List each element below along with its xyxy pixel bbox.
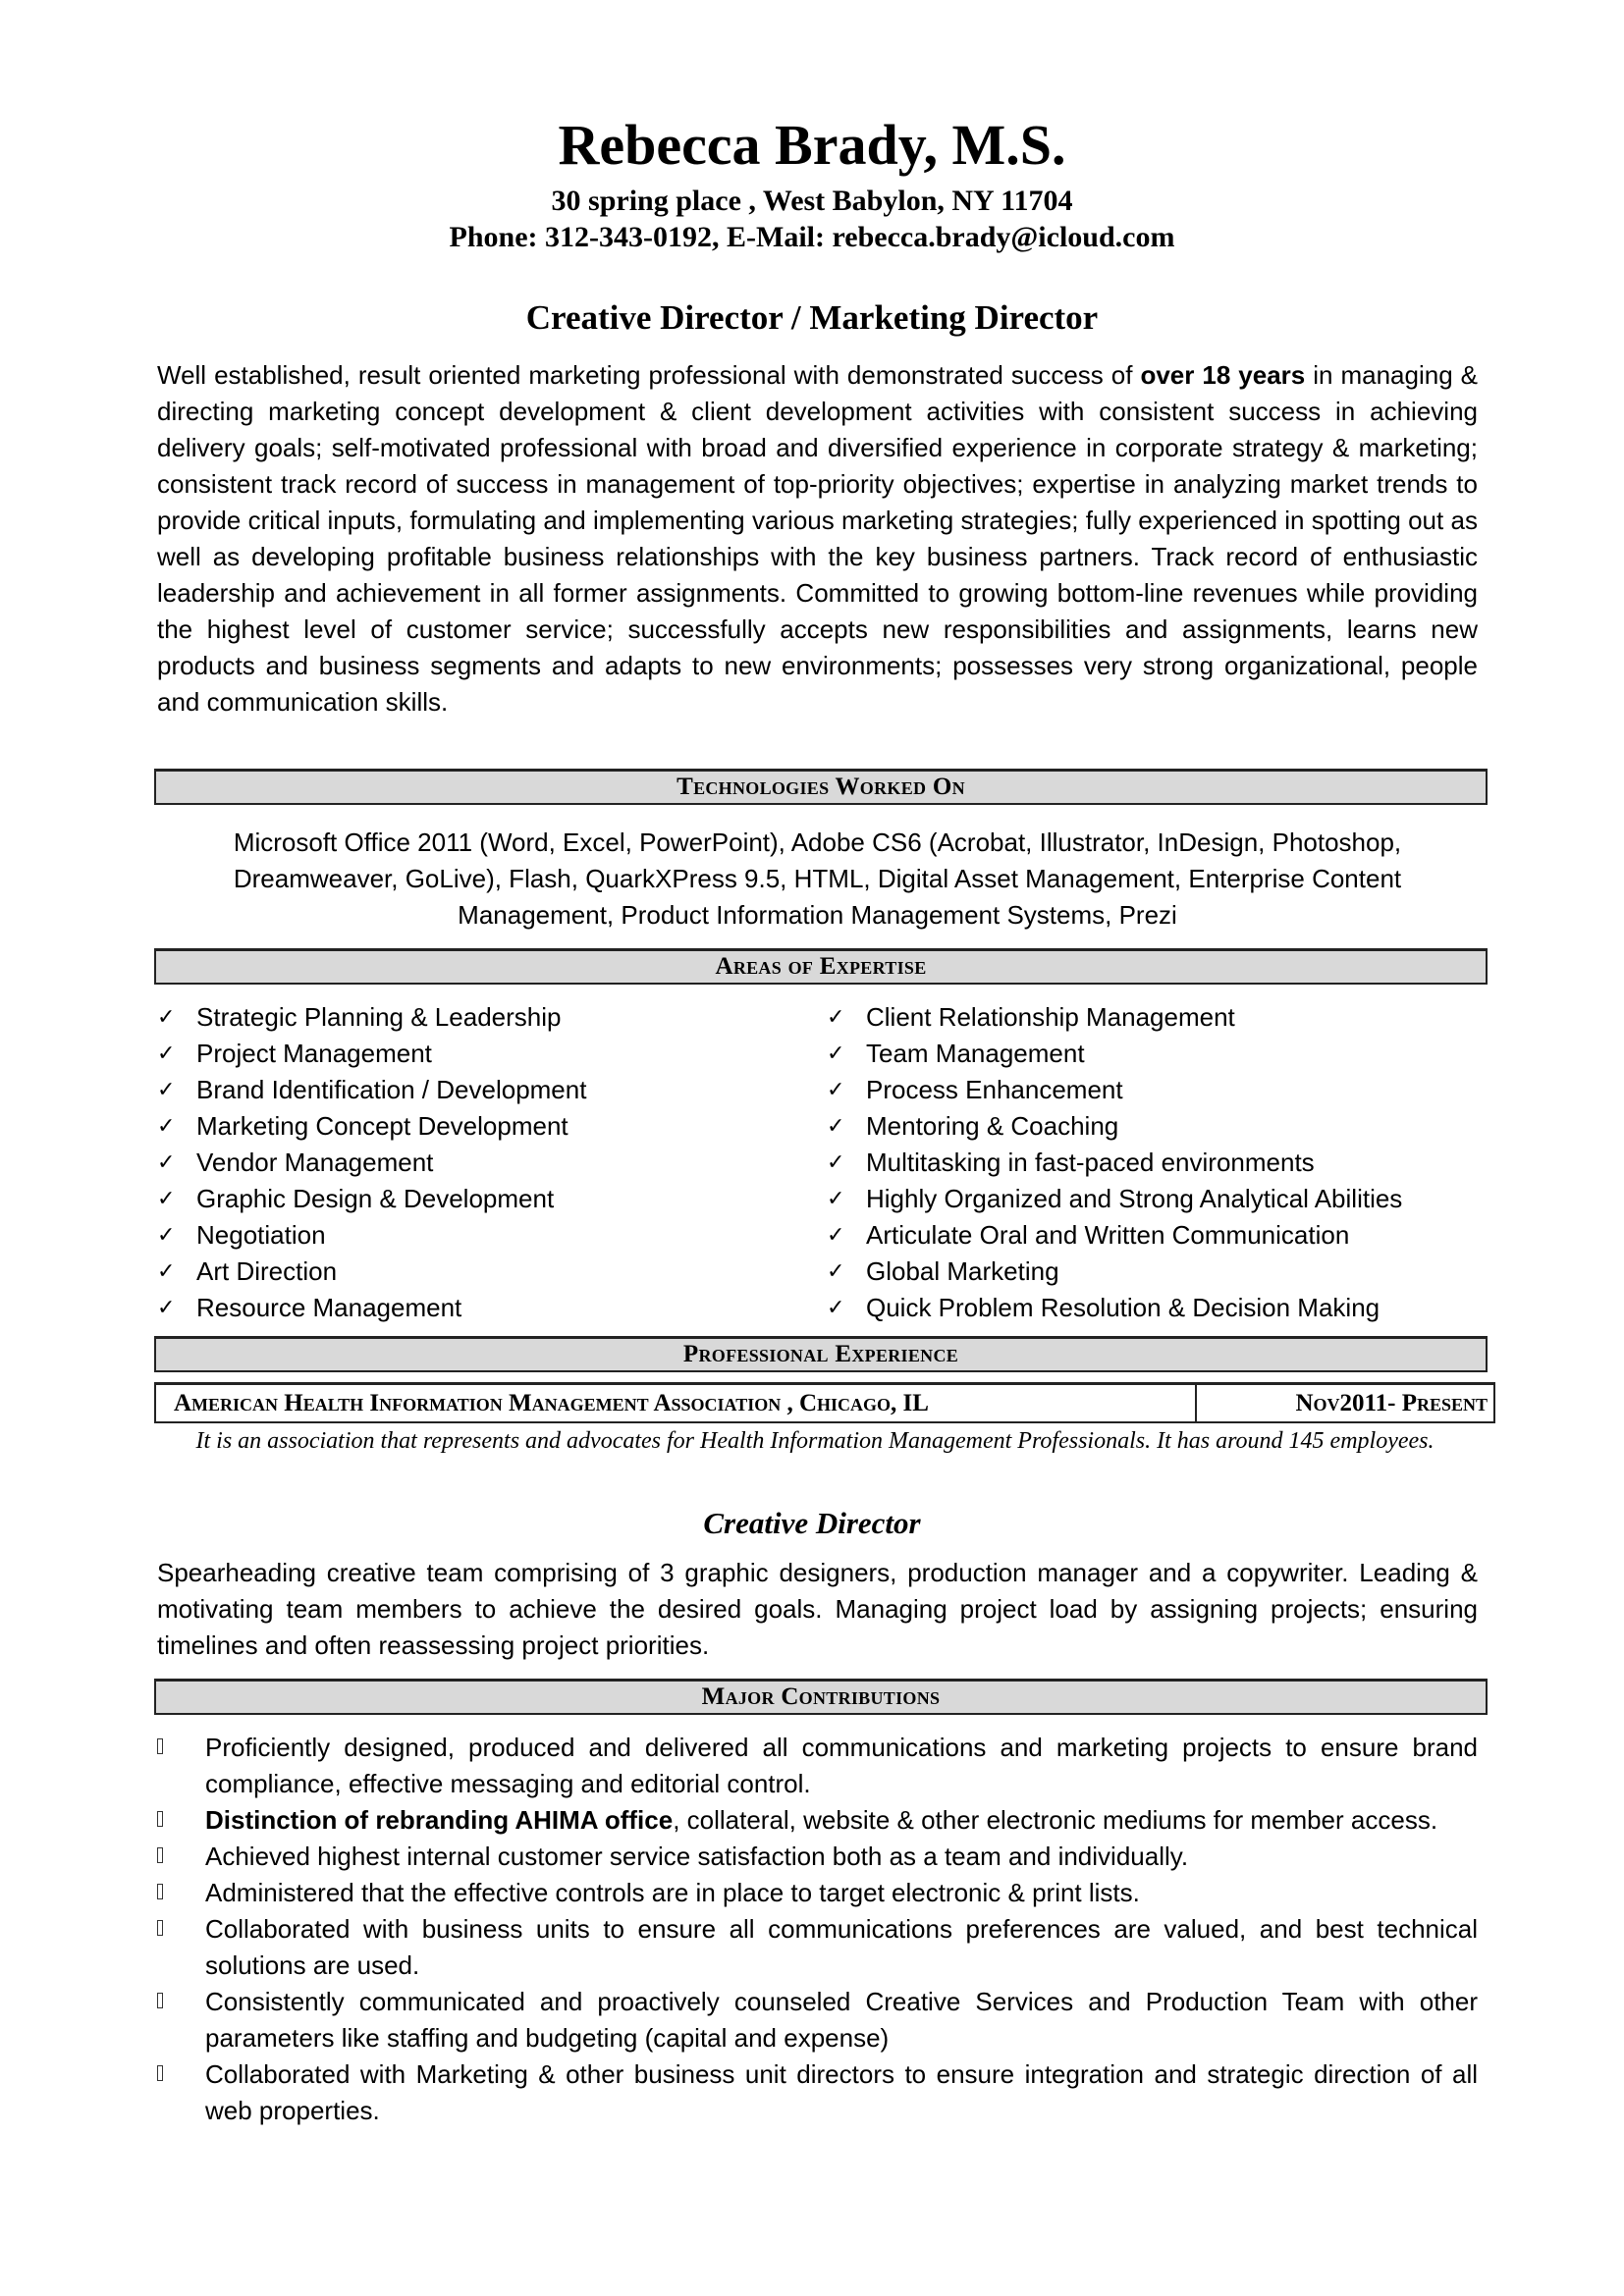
checkmark-icon: ✓ (157, 1041, 176, 1066)
checkmark-icon: ✓ (157, 1223, 176, 1248)
expertise-item: ✓ Art Direction (157, 1254, 586, 1290)
summary-text-end: in managing & directing marketing concept development & client development activities with consistent success in achieving delivery goals; self-motivated professional with broad and diversified experience in corporate strategy & marketing; consistent track record of success in management of top-priority objectives; expertise in analyzing market trends to provide critical inputs, formulating and implementing various marketing strategies; fully experienced in spotting out as well as developing profitable business relationships with the key business partners. Track record of enthusiastic leadership and achievement in all former assignments. Committed to growing bottom-line revenues while providing the highest level of customer service; successfully accepts new responsibilities and assignments, learns new products and business segments and adapts to new environments; possesses very strong organizational, people and communication skills. (157, 360, 1478, 717)
section-header-experience (154, 1336, 1488, 1372)
list-item: Proficiently designed, produced and delivered all communications and marketing projects to ensure brand compliance, effective messaging and editorial control. (157, 1730, 1478, 1802)
expertise-item: ✓ Vendor Management (157, 1145, 586, 1181)
list-item: Distinction of rebranding AHIMA office, collateral, website & other electronic mediums for member access. (157, 1802, 1478, 1839)
checkmark-icon: ✓ (157, 1005, 176, 1030)
bullet-icon (157, 1920, 163, 1936)
expertise-item: ✓ Negotiation (157, 1217, 586, 1254)
list-item: Achieved highest internal customer service satisfaction both as a team and individually. (157, 1839, 1478, 1875)
section-title: Technologies Worked On (677, 774, 965, 800)
checkmark-icon: ✓ (827, 1005, 845, 1030)
checkmark-icon: ✓ (827, 1296, 845, 1320)
expertise-column-right (827, 999, 1402, 1326)
expertise-item: ✓ Quick Problem Resolution & Decision Making (827, 1290, 1402, 1326)
section-header-technologies (154, 769, 1488, 805)
expertise-item: ✓ Project Management (157, 1036, 586, 1072)
job-title: Creative Director (703, 1506, 921, 1540)
expertise-item: ✓ Multitasking in fast-paced environments (827, 1145, 1402, 1181)
expertise-item: ✓ Marketing Concept Development (157, 1108, 586, 1145)
checkmark-icon: ✓ (827, 1114, 845, 1139)
list-item: Collaborated with Marketing & other business unit directors to ensure integration and strategic direction of all web properties. (157, 2056, 1478, 2129)
contact-line: Phone: 312-343-0192, E-Mail: rebecca.brady@icloud.com (449, 221, 1175, 253)
expertise-item: ✓ Resource Management (157, 1290, 586, 1326)
checkmark-icon: ✓ (827, 1187, 845, 1211)
section-header-contributions (154, 1679, 1488, 1715)
expertise-item: ✓ Team Management (827, 1036, 1402, 1072)
employer-row (154, 1382, 1495, 1423)
checkmark-icon: ✓ (157, 1114, 176, 1139)
employer-name: American Health Information Management Association , Chicago, IL (156, 1385, 1197, 1421)
list-item: Administered that the effective controls are in place to target electronic & print lists. (157, 1875, 1478, 1911)
section-title: Professional Experience (682, 1341, 959, 1367)
expertise-item: ✓ Client Relationship Management (827, 999, 1402, 1036)
checkmark-icon: ✓ (827, 1078, 845, 1102)
expertise-item: ✓ Articulate Oral and Written Communication (827, 1217, 1402, 1254)
bullet-icon (157, 1811, 163, 1827)
section-title: Areas of Expertise (715, 953, 927, 980)
expertise-item: ✓ Strategic Planning & Leadership (157, 999, 586, 1036)
checkmark-icon: ✓ (827, 1259, 845, 1284)
list-item: Collaborated with business units to ensure all communications preferences are valued, and best technical solutions are used. (157, 1911, 1478, 1984)
checkmark-icon: ✓ (157, 1187, 176, 1211)
expertise-item: ✓ Mentoring & Coaching (827, 1108, 1402, 1145)
contributions-list (157, 1730, 1478, 2129)
bullet-icon (157, 1993, 163, 2008)
technologies-list: Microsoft Office 2011 (Word, Excel, PowerPoint), Adobe CS6 (Acrobat, Illustrator, InDesign, Photoshop, Dreamweaver, GoLive), Flash, QuarkXPress 9.5, HTML, Digital Asset Management, Enterprise Content Management, Product Information Management Systems, Prezi (233, 828, 1402, 930)
checkmark-icon: ✓ (827, 1041, 845, 1066)
checkmark-icon: ✓ (157, 1150, 176, 1175)
role-description: Spearheading creative team comprising of 3 graphic designers, production manager and a copywriter. Leading & motivating team members to achieve the desired goals. Managing project load by assigning projects; ensuring timelines and often reassessing project priorities. (157, 1558, 1478, 1660)
checkmark-icon: ✓ (157, 1296, 176, 1320)
checkmark-icon: ✓ (827, 1223, 845, 1248)
address: 30 spring place , West Babylon, NY 11704 (551, 185, 1073, 217)
employer-description: It is an association that represents and advocates for Health Information Management Professionals. It has around 145 employees. (195, 1428, 1435, 1454)
summary-paragraph (157, 357, 1478, 721)
candidate-name: Rebecca Brady, M.S. (558, 113, 1066, 177)
list-item: Consistently communicated and proactively counseled Creative Services and Production Team with other parameters like staffing and budgeting (capital and expense) (157, 1984, 1478, 2056)
expertise-item: ✓ Graphic Design & Development (157, 1181, 586, 1217)
bullet-icon (157, 2065, 163, 2081)
expertise-item: ✓ Brand Identification / Development (157, 1072, 586, 1108)
summary-text-start: Well established, result oriented marketing professional with demonstrated success of (157, 360, 1141, 390)
expertise-item: ✓ Global Marketing (827, 1254, 1402, 1290)
section-header-expertise (154, 948, 1488, 985)
expertise-item: ✓ Highly Organized and Strong Analytical Abilities (827, 1181, 1402, 1217)
checkmark-icon: ✓ (157, 1078, 176, 1102)
checkmark-icon: ✓ (827, 1150, 845, 1175)
bullet-icon (157, 1847, 163, 1863)
expertise-item: ✓ Process Enhancement (827, 1072, 1402, 1108)
section-title: Major Contributions (701, 1683, 941, 1710)
bullet-icon (157, 1884, 163, 1899)
summary-highlight: over 18 years (1140, 360, 1306, 390)
checkmark-icon: ✓ (157, 1259, 176, 1284)
bullet-icon (157, 1738, 163, 1754)
employment-dates: Nov2011- Present (1295, 1390, 1488, 1416)
expertise-column-left (157, 999, 586, 1326)
target-title: Creative Director / Marketing Director (525, 298, 1099, 337)
